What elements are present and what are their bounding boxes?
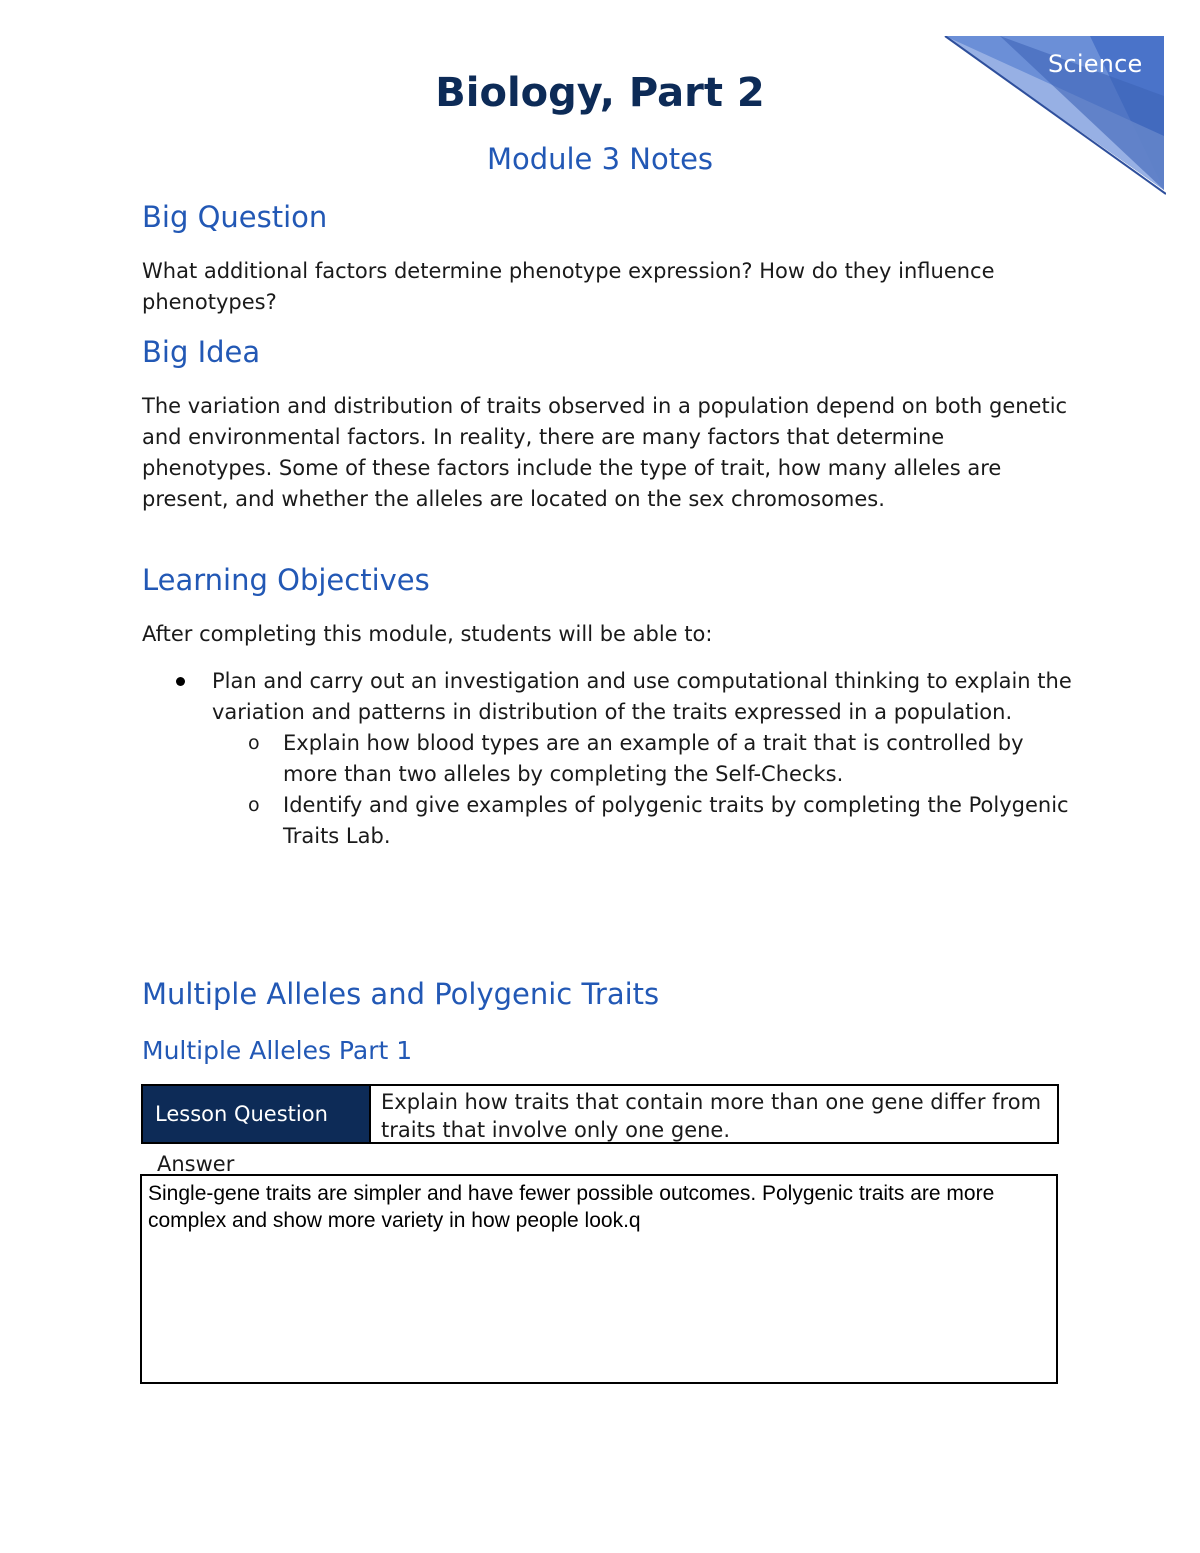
section-heading: Multiple Alleles and Polygenic Traits bbox=[142, 977, 660, 1011]
sub-objective-text: Identify and give examples of polygenic traits by completing the Polygenic Traits Lab. bbox=[283, 793, 1069, 848]
sub-objective-text: Explain how blood types are an example of a trait that is controlled by more than two alleles by completing the Self-Checks. bbox=[283, 731, 1024, 786]
big-question-text: What additional factors determine phenotype expression? How do they influence phenotypes? bbox=[142, 259, 995, 314]
objectives-heading: Learning Objectives bbox=[142, 563, 430, 597]
objectives-intro: After completing this module, students will be able to: bbox=[142, 622, 713, 646]
subsection-heading: Multiple Alleles Part 1 bbox=[142, 1036, 413, 1065]
sub-objectives-list bbox=[142, 728, 1072, 852]
objective-item bbox=[142, 666, 1072, 852]
big-idea-text: The variation and distribution of traits observed in a population depend on both genetic and environmental factors. In reality, there are many factors that determine phenotypes. Some of these factors include the type of trait, how many alleles are present, and whether the alleles are located on the sex chromosomes. bbox=[142, 394, 1068, 511]
page-subtitle: Module 3 Notes bbox=[486, 142, 714, 176]
bullet-icon bbox=[176, 677, 185, 686]
objective-text: Plan and carry out an investigation and use computational thinking to explain the variation and patterns in distribution of the traits expressed in a population. bbox=[212, 669, 1072, 724]
answer-field[interactable]: Single-gene traits are simpler and have fewer possible outcomes. Polygenic traits are more complex and show more variety in how people look.q bbox=[140, 1174, 1058, 1384]
sub-objective-item bbox=[142, 790, 1072, 852]
objectives-list bbox=[142, 666, 1072, 852]
circle-bullet-icon: o bbox=[248, 732, 260, 754]
answer-label: Answer bbox=[157, 1152, 235, 1176]
big-idea-heading: Big Idea bbox=[142, 335, 261, 369]
circle-bullet-icon: o bbox=[248, 794, 260, 816]
lesson-question-label: Lesson Question bbox=[143, 1086, 371, 1142]
lesson-question-text: Explain how traits that contain more than one gene differ from traits that involve only one gene. bbox=[381, 1090, 1042, 1142]
big-question-heading: Big Question bbox=[142, 200, 328, 234]
page-title: Biology, Part 2 bbox=[435, 70, 765, 116]
lesson-question-table bbox=[141, 1084, 1059, 1144]
sub-objective-item bbox=[142, 728, 1072, 790]
subject-tag: Science bbox=[1048, 50, 1143, 78]
